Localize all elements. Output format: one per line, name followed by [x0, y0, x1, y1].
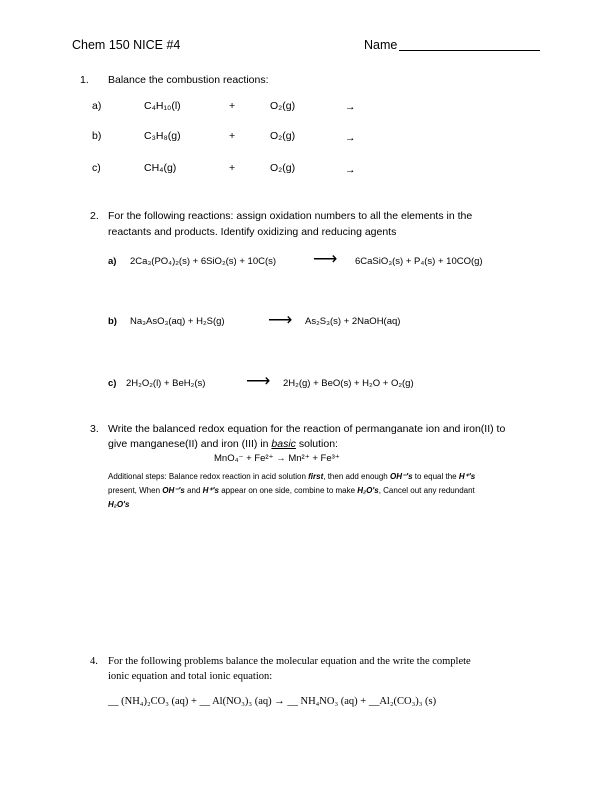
q3-steps-line3: H₂O's	[108, 500, 130, 509]
q1-plus: +	[229, 162, 236, 174]
q1-reactant: C₃H₈(g)	[144, 130, 181, 142]
q1-number: 1.	[80, 74, 89, 86]
q1-oxygen: O₂(g)	[270, 100, 296, 112]
q4-number: 4.	[90, 656, 98, 667]
q2-part-b-reactants: Na₃AsO₃(aq) + H₂S(g)	[130, 316, 225, 327]
q1-oxygen: O₂(g)	[270, 130, 296, 142]
q2-part-a-arrow: ⟶	[313, 249, 338, 268]
q4-molecular-equation: __ (NH₄)₂CO₃ (aq) + __ Al(NO₃)₃ (aq) → __ NH₄NO₃ (aq) + __Al₂(CO₃)₃ (s)	[108, 696, 437, 707]
q1-prompt: Balance the combustion reactions:	[108, 74, 269, 86]
q2-prompt-line1: For the following reactions: assign oxidation numbers to all the elements in the	[108, 210, 473, 222]
q3-steps-line1: Additional steps: Balance redox reaction in acid solution first, then add enough OH⁻'s to equal the H⁺'s	[108, 472, 476, 481]
q4-prompt-line1: For the following problems balance the molecular equation and the write the complete	[108, 656, 471, 667]
q3-prompt-line2: give manganese(II) and iron (III) in basic solution:	[108, 438, 338, 450]
q3-prompt-line1: Write the balanced redox equation for the reaction of permanganate ion and iron(II) to	[108, 423, 506, 435]
q2-part-b-label: b)	[108, 316, 117, 327]
q1-plus: +	[229, 100, 236, 112]
q3-steps-line2: present, When OH⁻'s and H⁺'s appear on one side, combine to make H₂O's, Cancel out any redundant	[108, 486, 475, 495]
q1-reactant: CH₄(g)	[144, 162, 177, 174]
q4-prompt-line2: ionic equation and total ionic equation:	[108, 671, 273, 682]
q2-part-c-products: 2H₂(g) + BeO(s) + H₂O + O₂(g)	[283, 378, 414, 389]
q3-redox-equation: MnO₄⁻ + Fe²⁺ → Mn²⁺ + Fe³⁺	[214, 453, 340, 464]
q2-part-c-reactants: 2H₂O₂(l) + BeH₂(s)	[126, 378, 206, 389]
q1-row-label: a)	[92, 100, 102, 112]
q2-part-b-arrow: ⟶	[268, 310, 293, 329]
q3-number: 3.	[90, 423, 99, 435]
q2-part-a-reactants: 2Ca₃(PO₄)₂(s) + 6SiO₂(s) + 10C(s)	[130, 256, 277, 267]
name-label: Name	[364, 38, 398, 52]
name-blank-line	[399, 50, 540, 51]
q1-row-label: c)	[92, 162, 101, 174]
q1-arrow: →	[345, 164, 356, 176]
q2-part-c-label: c)	[108, 378, 117, 389]
q1-plus: +	[229, 130, 236, 142]
q1-row-label: b)	[92, 130, 102, 142]
q2-part-a-products: 6CaSiO₃(s) + P₄(s) + 10CO(g)	[355, 256, 483, 267]
q1-oxygen: O₂(g)	[270, 162, 296, 174]
worksheet-title: Chem 150 NICE #4	[72, 38, 181, 52]
q1-arrow: →	[345, 132, 356, 144]
q2-number: 2.	[90, 210, 99, 222]
q2-part-c-arrow: ⟶	[246, 371, 271, 390]
q2-part-b-products: As₂S₃(s) + 2NaOH(aq)	[305, 316, 401, 327]
q2-part-a-label: a)	[108, 256, 117, 267]
q2-prompt-line2: reactants and products. Identify oxidizing and reducing agents	[108, 226, 397, 238]
q1-arrow: →	[345, 101, 356, 113]
q1-reactant: C₄H₁₀(l)	[144, 100, 181, 112]
